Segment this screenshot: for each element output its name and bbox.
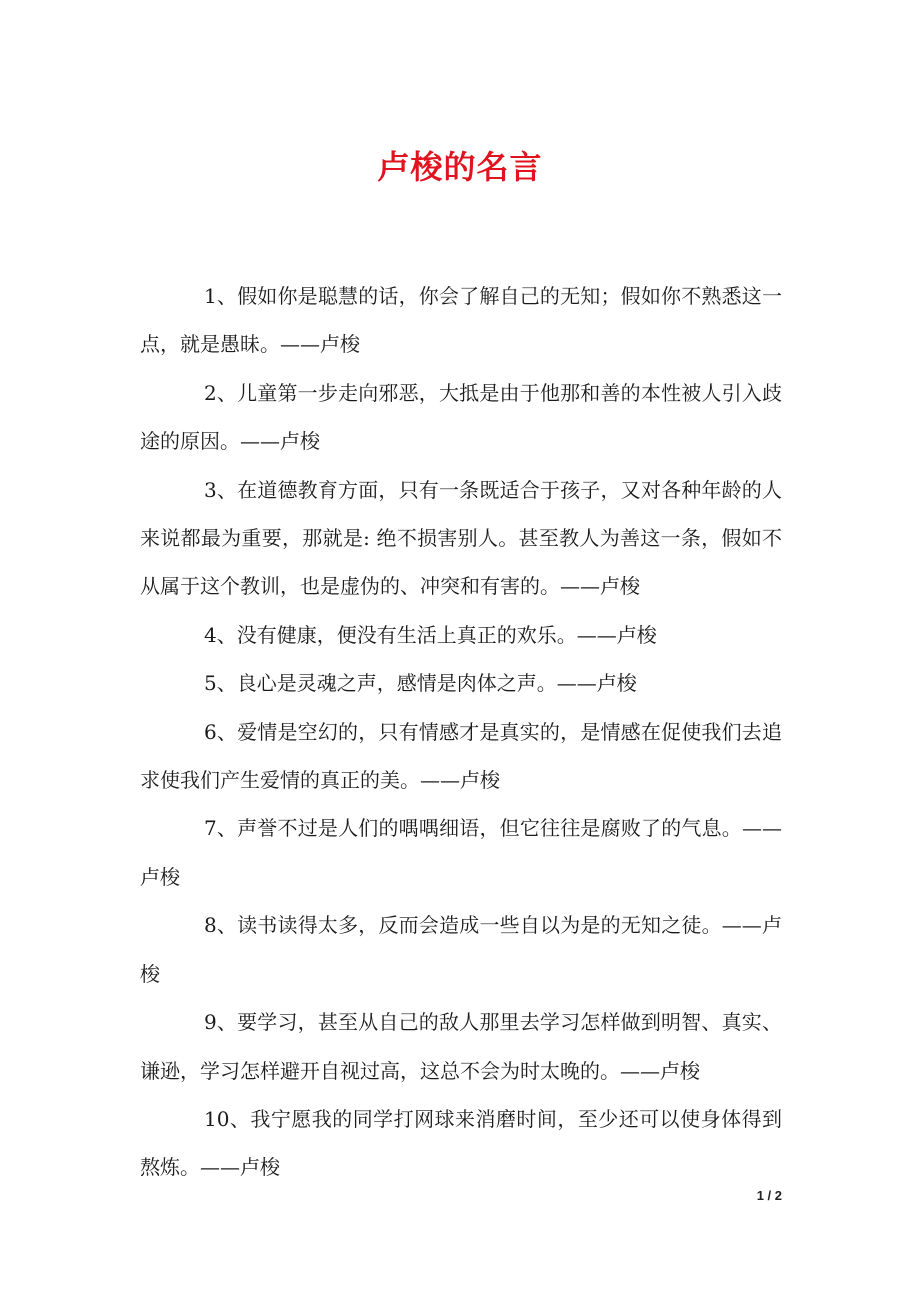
quote-paragraph-2: 2、儿童第一步走向邪恶，大抵是由于他那和善的本性被人引入歧途的原因。——卢梭 (140, 380, 782, 454)
quote-paragraph-8: 8、读书读得太多，反而会造成一些自以为是的无知之徒。——卢梭 (140, 913, 782, 986)
page-number: 1 / 2 (756, 1188, 782, 1203)
quote-paragraph-9: 9、要学习，甚至从自己的敌人那里去学习怎样做到明智、真实、谦逊，学习怎样避开自视过高，这总不会为时太晚的。——卢梭 (140, 1010, 782, 1083)
quote-paragraph-10: 10、我宁愿我的同学打网球来消磨时间，至少还可以使身体得到熬炼。——卢梭 (140, 1106, 782, 1180)
quote-paragraph-1: 1、假如你是聪慧的话，你会了解自己的无知；假如你不熟悉这一点，就是愚昧。——卢梭 (140, 284, 782, 357)
quote-paragraph-7: 7、声誉不过是人们的喁喁细语，但它往往是腐败了的气息。——卢梭 (140, 816, 782, 889)
quote-paragraph-5: 5、良心是灵魂之声，感情是肉体之声。——卢梭 (204, 671, 637, 696)
quote-paragraph-6: 6、爱情是空幻的，只有情感才是真实的，是情感在促使我们去追求使我们产生爱情的真正的美。——卢梭 (140, 719, 782, 793)
document-body (140, 272, 782, 1192)
quote-paragraph-3: 3、在道德教育方面，只有一条既适合于孩子，又对各种年龄的人来说都最为重要，那就是: 绝不损害别人。甚至教人为善这一条，假如不从属于这个教训，也是虚伪的、冲突和有害的。——卢梭 (140, 477, 782, 599)
document-title: 卢梭的名言 (377, 148, 543, 186)
quote-paragraph-4: 4、没有健康，便没有生活上真正的欢乐。——卢梭 (204, 622, 657, 647)
